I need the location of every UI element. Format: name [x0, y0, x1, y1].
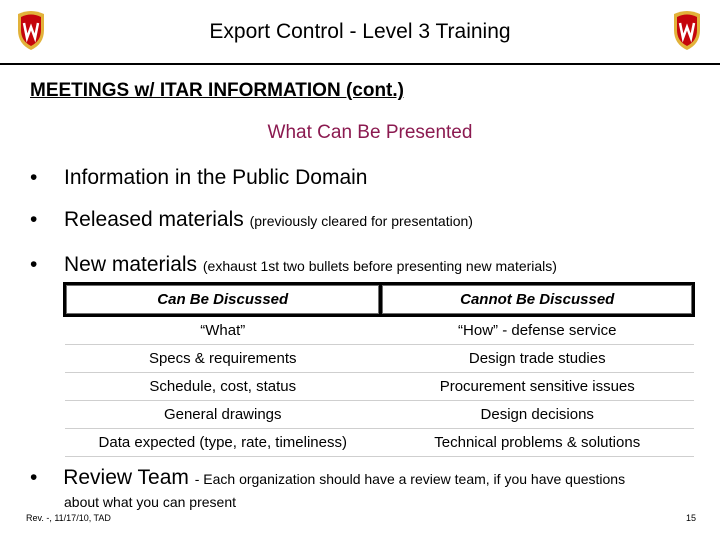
- bullet-note: - Each organization should have a review team, if you have questions: [194, 471, 626, 487]
- bullet-note: (exhaust 1st two bullets before presenting new materials): [202, 258, 557, 274]
- table-cell: Schedule, cost, status: [65, 373, 381, 401]
- bullet-marker: •: [30, 166, 38, 189]
- header-title: Export Control - Level 3 Training: [209, 20, 511, 43]
- table-row: [65, 345, 694, 373]
- table-row: [65, 373, 694, 401]
- table-cell: Data expected (type, rate, timeliness): [65, 429, 381, 457]
- table-cell: Procurement sensitive issues: [381, 373, 694, 401]
- bullet-text: Information in the Public Domain: [64, 166, 368, 189]
- table-cell: “How” - defense service: [381, 316, 694, 345]
- bullet-marker: •: [30, 466, 38, 489]
- table-row: [65, 429, 694, 457]
- table-header-can: Can Be Discussed: [65, 284, 381, 316]
- slide-subtitle: What Can Be Presented: [267, 122, 473, 143]
- table-cell: Technical problems & solutions: [381, 429, 694, 457]
- header-divider: [0, 63, 720, 65]
- page-number: 15: [686, 513, 697, 523]
- table-row: [65, 316, 694, 345]
- discussion-table: [63, 282, 695, 457]
- review-team-continuation: about what you can present: [64, 494, 237, 510]
- slide-title: MEETINGS w/ ITAR INFORMATION (cont.): [30, 80, 404, 101]
- table-header-cannot: Cannot Be Discussed: [381, 284, 694, 316]
- bullet-text: New materials: [64, 253, 198, 276]
- table-cell: Specs & requirements: [65, 345, 381, 373]
- bullet-marker: •: [30, 253, 38, 276]
- table-cell: Design decisions: [381, 401, 694, 429]
- table-row: [65, 401, 694, 429]
- bullet-text: Review Team: [63, 466, 189, 489]
- bullet-marker: •: [30, 208, 38, 231]
- bullet-note: (previously cleared for presentation): [249, 213, 473, 229]
- footer-revision: Rev. -, 11/17/10, TAD: [26, 513, 111, 523]
- table-cell: General drawings: [65, 401, 381, 429]
- review-team-bullet: [30, 466, 625, 490]
- table-header-row: [65, 284, 694, 316]
- table-cell: “What”: [65, 316, 381, 345]
- bullet-text: Released materials: [64, 208, 244, 231]
- table-cell: Design trade studies: [381, 345, 694, 373]
